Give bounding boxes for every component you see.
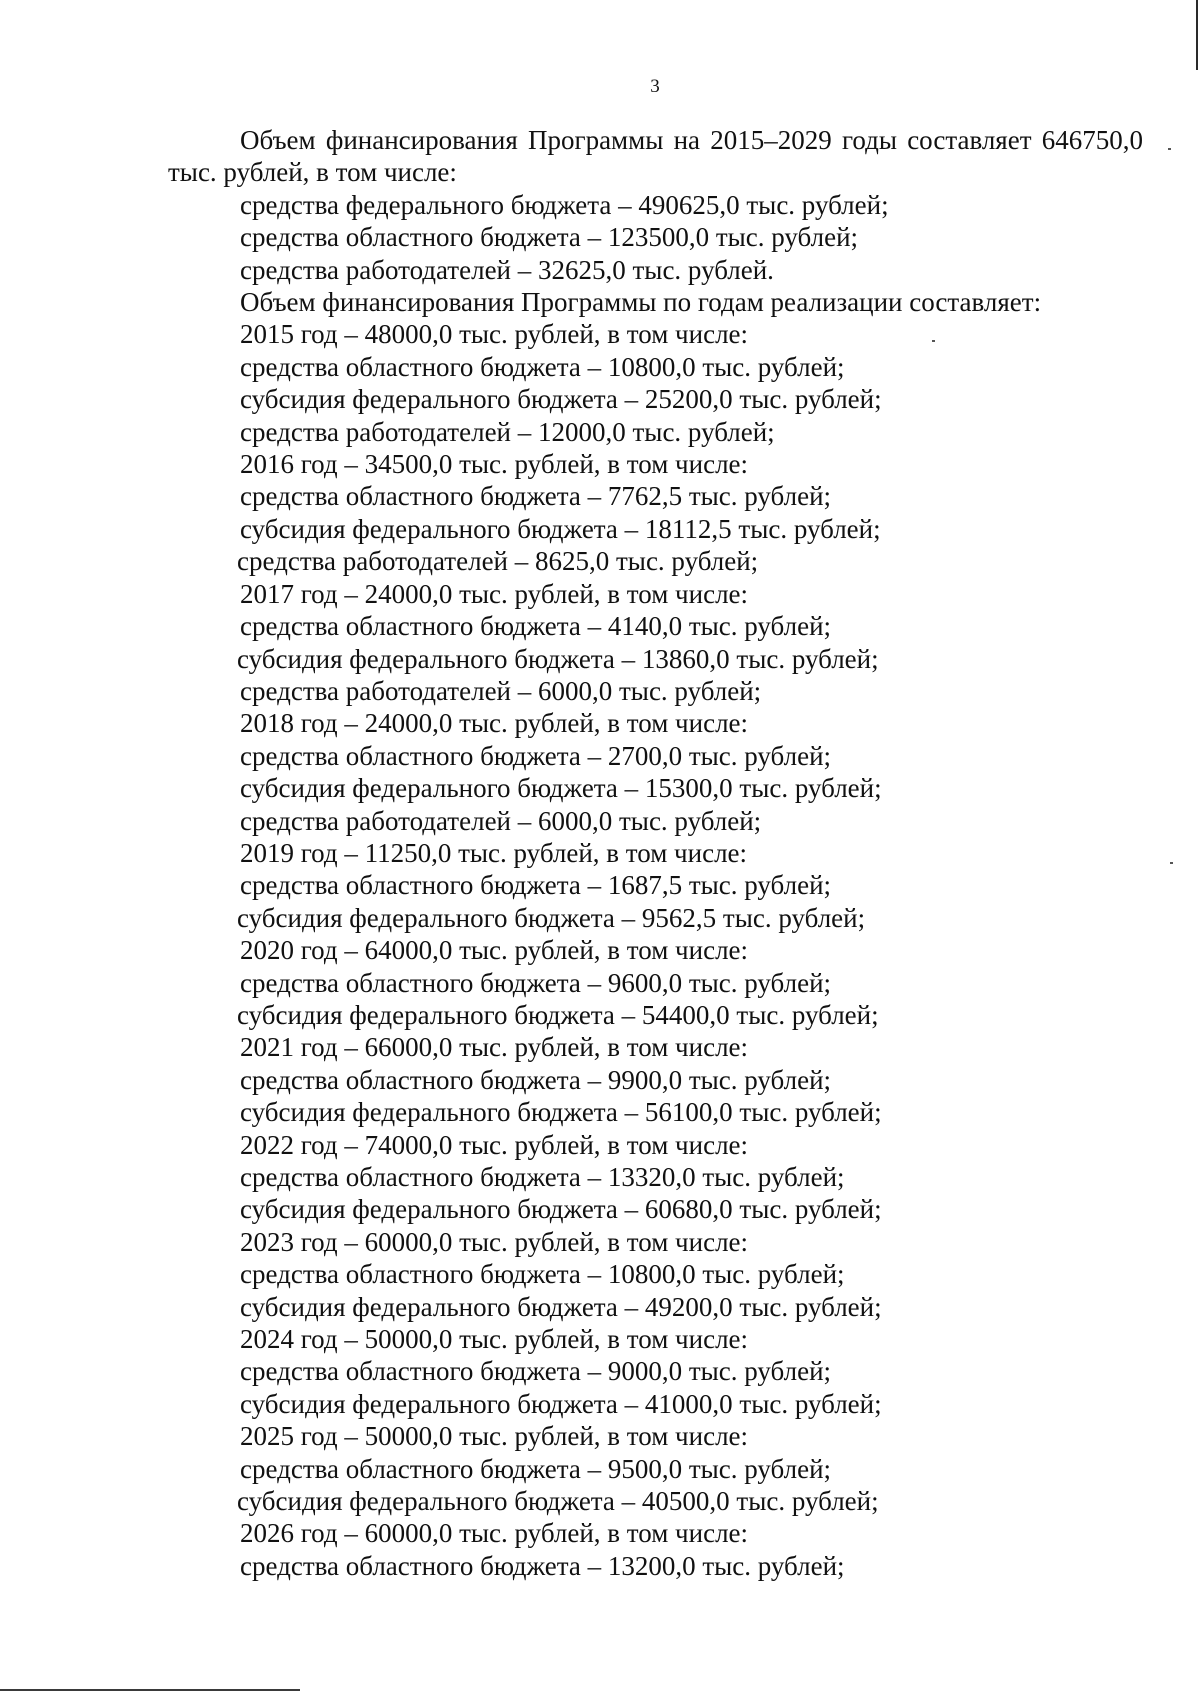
- line-by-years-heading: Объем финансирования Программы по годам реализации составляет:: [240, 287, 1042, 318]
- line-employers-total: средства работодателей – 32625,0 тыс. рублей.: [240, 254, 774, 285]
- line-year-2018: 2018 год – 24000,0 тыс. рублей, в том числе:: [240, 708, 749, 739]
- line-2024-regional: средства областного бюджета – 9000,0 тыс. рублей;: [240, 1356, 832, 1387]
- line-year-2016: 2016 год – 34500,0 тыс. рублей, в том числе:: [240, 449, 749, 480]
- line-year-2026: 2026 год – 60000,0 тыс. рублей, в том числе:: [240, 1518, 749, 1549]
- line-2015-federal: субсидия федерального бюджета – 25200,0 тыс. рублей;: [240, 384, 882, 415]
- scan-speck: [1168, 148, 1171, 150]
- page-number: 3: [650, 76, 660, 97]
- line-federal-total: средства федерального бюджета – 490625,0 тыс. рублей;: [240, 189, 889, 220]
- line-2016-employers: средства работодателей – 8625,0 тыс. рублей;: [237, 546, 759, 577]
- intro-paragraph: Объем финансирования Программы на 2015–2029 годы составляет 646750,0 тыс. рублей, в том числе:: [168, 125, 1143, 188]
- line-2016-federal: субсидия федерального бюджета – 18112,5 тыс. рублей;: [240, 513, 881, 544]
- line-2016-regional: средства областного бюджета – 7762,5 тыс. рублей;: [240, 481, 832, 512]
- line-year-2024: 2024 год – 50000,0 тыс. рублей, в том числе:: [240, 1324, 749, 1355]
- line-2025-federal: субсидия федерального бюджета – 40500,0 тыс. рублей;: [237, 1486, 879, 1517]
- line-2019-regional: средства областного бюджета – 1687,5 тыс. рублей;: [240, 870, 832, 901]
- line-year-2025: 2025 год – 50000,0 тыс. рублей, в том числе:: [240, 1421, 749, 1452]
- line-2018-regional: средства областного бюджета – 2700,0 тыс. рублей;: [240, 740, 832, 771]
- line-2017-regional: средства областного бюджета – 4140,0 тыс. рублей;: [240, 611, 832, 642]
- line-2022-regional: средства областного бюджета – 13320,0 тыс. рублей;: [240, 1162, 845, 1192]
- line-year-2022: 2022 год – 74000,0 тыс. рублей, в том числе:: [240, 1129, 749, 1160]
- document-body: [168, 124, 1143, 1582]
- line-2024-federal: субсидия федерального бюджета – 41000,0 тыс. рублей;: [240, 1388, 882, 1419]
- line-2018-federal: субсидия федерального бюджета – 15300,0 тыс. рублей;: [240, 773, 882, 804]
- scan-speck: [1170, 862, 1173, 864]
- line-year-2017: 2017 год – 24000,0 тыс. рублей, в том числе:: [240, 578, 749, 609]
- line-2020-federal: субсидия федерального бюджета – 54400,0 тыс. рублей;: [237, 999, 879, 1030]
- line-2023-federal: субсидия федерального бюджета – 49200,0 тыс. рублей;: [240, 1291, 882, 1322]
- line-2023-regional: средства областного бюджета – 10800,0 тыс. рублей;: [240, 1259, 845, 1290]
- line-2019-federal: субсидия федерального бюджета – 9562,5 тыс. рублей;: [237, 902, 866, 933]
- line-2021-regional: средства областного бюджета – 9900,0 тыс. рублей;: [240, 1064, 832, 1095]
- line-2026-regional: средства областного бюджета – 13200,0 тыс. рублей;: [240, 1550, 845, 1581]
- scan-edge-bottom: [0, 1689, 300, 1691]
- line-2020-regional: средства областного бюджета – 9600,0 тыс. рублей;: [240, 967, 832, 998]
- line-2017-employers: средства работодателей – 6000,0 тыс. рублей;: [240, 675, 762, 706]
- line-year-2021: 2021 год – 66000,0 тыс. рублей, в том числе:: [240, 1032, 749, 1063]
- line-2017-federal: субсидия федерального бюджета – 13860,0 тыс. рублей;: [237, 643, 879, 674]
- funding-lines: [168, 189, 1143, 1582]
- line-2022-federal: субсидия федерального бюджета – 60680,0 тыс. рублей;: [240, 1194, 882, 1225]
- line-2025-regional: средства областного бюджета – 9500,0 тыс. рублей;: [240, 1453, 832, 1484]
- line-year-2019: 2019 год – 11250,0 тыс. рублей, в том числе:: [240, 837, 748, 868]
- line-year-2020: 2020 год – 64000,0 тыс. рублей, в том числе:: [240, 935, 749, 966]
- scan-edge-right: [1196, 0, 1198, 70]
- line-year-2015: 2015 год – 48000,0 тыс. рублей, в том числе:: [240, 319, 749, 350]
- line-2021-federal: субсидия федерального бюджета – 56100,0 тыс. рублей;: [240, 1097, 882, 1128]
- line-year-2023: 2023 год – 60000,0 тыс. рублей, в том числе:: [240, 1226, 749, 1257]
- line-2015-employers: средства работодателей – 12000,0 тыс. рублей;: [240, 416, 775, 447]
- line-regional-total: средства областного бюджета – 123500,0 тыс. рублей;: [240, 222, 859, 253]
- line-2018-employers: средства работодателей – 6000,0 тыс. рублей;: [240, 805, 762, 836]
- line-2015-regional: средства областного бюджета – 10800,0 тыс. рублей;: [240, 351, 845, 382]
